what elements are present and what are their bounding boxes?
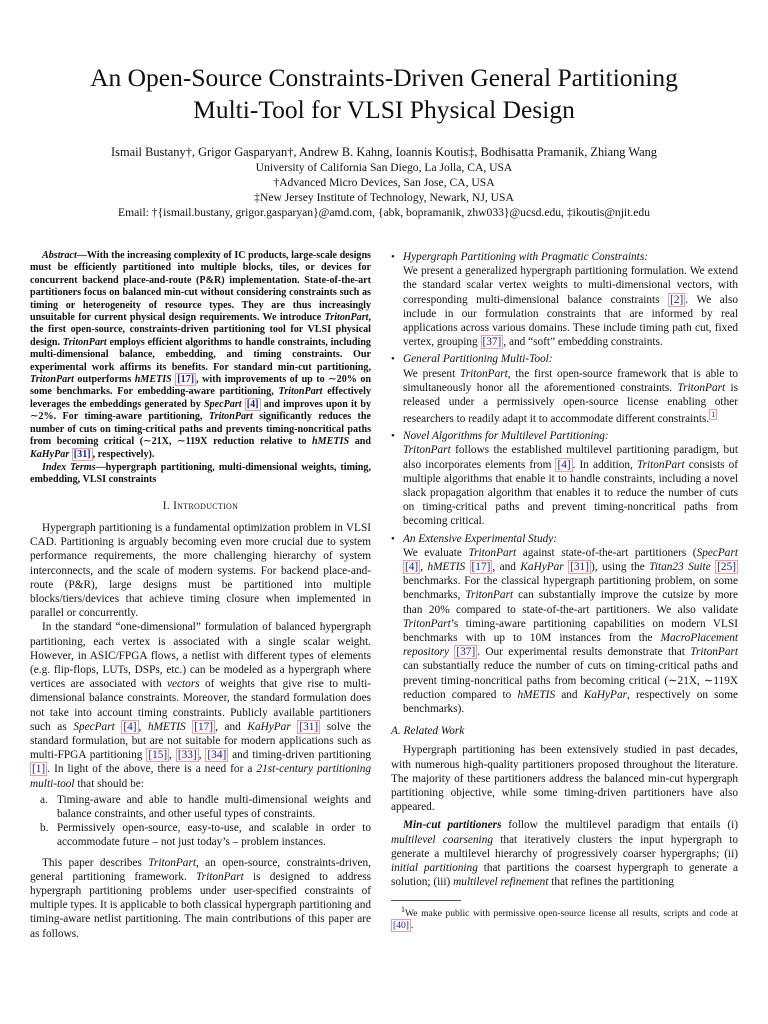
citation-link[interactable]: [31] bbox=[299, 720, 319, 733]
abstract-text: employs efficient algorithms to handle constraints, including multi-dimensional balance, embedding, and timing constraints. Our experimental work affirms its benefits. For standard min-cut partitioning, bbox=[30, 336, 371, 373]
citation-link[interactable]: [25] bbox=[717, 561, 736, 574]
section-heading-introduction: I. Introduction bbox=[162, 499, 239, 512]
related-paragraph-2 bbox=[391, 818, 738, 889]
body-text: of weights that give rise to multi-dimensional balance constraints. Moreover, the standard formulation does not take into account timing constraints. Publicly available partitioners such as bbox=[30, 678, 371, 733]
emphasis-text: initial partitioning bbox=[391, 862, 478, 875]
list-item-text: Timing-aware and able to handle multi-dimensional weights and balance constraints, and other useful types of constraints. bbox=[57, 793, 371, 820]
body-text: , bbox=[169, 749, 176, 762]
list-item bbox=[30, 793, 371, 821]
index-terms-text: —hypergraph partitioning, multi-dimensional weights, timing, embedding, VLSI constraints bbox=[30, 461, 371, 486]
abstract-text: effectively leverages the embeddings generated by bbox=[30, 386, 372, 410]
citation-link[interactable]: [40] bbox=[393, 919, 409, 931]
body-text: . In addition, bbox=[572, 458, 637, 471]
footnote bbox=[391, 904, 738, 932]
body-text: ), using the bbox=[590, 561, 650, 574]
tool-name: hMETIS bbox=[312, 436, 350, 448]
abstract-text: significantly reduces the number of cuts on timing-critical paths and prevents timing-noncritical paths from becoming critical (∼21X, ∼119X reduction relative to bbox=[30, 411, 371, 448]
body-text: is released under a permissively open-source license enabling other researchers to readily adapt it to accommodate different constraints. bbox=[403, 381, 738, 425]
citation-link[interactable]: [34] bbox=[207, 749, 227, 762]
body-text: and timing-driven partitioning bbox=[228, 749, 371, 762]
footnote-text: . bbox=[410, 919, 414, 931]
tool-name: TritonPart bbox=[62, 336, 107, 348]
list-item bbox=[30, 821, 371, 849]
list-marker: b. bbox=[40, 822, 49, 835]
body-text: , an open-source, constraints-driven, general partitioning framework. bbox=[30, 856, 371, 883]
footnote-link[interactable]: 1 bbox=[711, 410, 716, 420]
tool-name: SpecPart bbox=[73, 720, 115, 733]
tool-name: TritonPart bbox=[460, 367, 508, 380]
citation-link[interactable]: [33] bbox=[177, 749, 197, 762]
tool-name: TritonPart bbox=[208, 411, 253, 423]
emphasis-text: multilevel refinement bbox=[453, 876, 549, 889]
tool-name: TritonPart bbox=[403, 444, 451, 457]
citation-link[interactable]: [17] bbox=[194, 720, 214, 733]
contribution-heading: • An Extensive Experimental Study: bbox=[403, 532, 558, 545]
abstract-text: , with improvements of up to ∼20% on some benchmarks. For embedding-aware partitioning, bbox=[30, 374, 371, 398]
body-text: In the standard “one-dimensional” formulation of balanced hypergraph partitioning, each vertex is associated with a single scalar weight. However, in ASIC/FPGA flows, a netlist with different types of elements (e.g. flip-flops, LUTs, DSPs, etc.) can be modeled as a hypergraph where vertices are associated with bbox=[30, 621, 371, 691]
abstract-text: and bbox=[349, 436, 371, 448]
tool-name: TritonPart bbox=[465, 589, 514, 602]
citation-link[interactable]: [4] bbox=[405, 561, 419, 574]
citation-link[interactable]: [15] bbox=[148, 749, 168, 762]
tool-name: SpecPart bbox=[203, 398, 242, 410]
tool-name: TritonPart bbox=[636, 458, 685, 471]
list-marker: a. bbox=[40, 793, 48, 806]
tool-name: TritonPart bbox=[403, 617, 451, 630]
left-column bbox=[30, 250, 371, 941]
requirements-list bbox=[30, 793, 371, 850]
body-text: We present bbox=[403, 367, 461, 380]
body-text: that partitions the coarsest hypergraph to generate a solution; (iii) bbox=[391, 862, 739, 889]
body-text: , respectively on some benchmarks). bbox=[403, 688, 738, 716]
body-text: . Our experimental results demonstrate that bbox=[477, 646, 691, 659]
body-text: . We also include in our formulation constraints that are informed by real applications across various domains. These include timing path cut, fixed vertex, grouping bbox=[403, 293, 738, 349]
body-text: This paper describes bbox=[42, 856, 149, 869]
tool-name: KaHyPar bbox=[247, 720, 291, 733]
abstract-dash: — bbox=[76, 250, 87, 261]
benchmark-name: Titan23 Suite bbox=[649, 561, 711, 574]
abstract-label: Abstract bbox=[42, 250, 77, 261]
body-text: can substantially reduce the number of cuts on timing-critical paths and prevent timing-noncritical paths from becoming critical (∼21X, ∼119X reduction compared to bbox=[403, 660, 738, 701]
body-text: follows the established multilevel partitioning paradigm, but also incorporates elements from bbox=[403, 444, 738, 471]
citation-link[interactable]: [4] bbox=[123, 720, 137, 733]
body-text: follow the multilevel paradigm that entails (i) bbox=[501, 819, 738, 832]
emphasis-text: multilevel coarsening bbox=[391, 833, 493, 846]
body-text: is designed to address hypergraph partitioning problems under user-specified constraints of multiple types. It is applicable to both classical hypergraph partitioning and timing-aware netlist partitioning. The main contributions of this paper are as follows. bbox=[30, 870, 371, 940]
footnote-marker: 1 bbox=[401, 904, 405, 914]
body-text: benchmarks. For the classical hypergraph partitioning problem, on some benchmarks, bbox=[403, 575, 738, 602]
author-list: Ismail Bustany†, Grigor Gasparyan†, Andrew B. Kahng, Ioannis Koutis‡, Bodhisatta Pramanik, Zhiang Wang bbox=[111, 145, 657, 159]
affiliation-amd: †Advanced Micro Devices, San Jose, CA, USA bbox=[273, 176, 495, 189]
contribution-heading: • Novel Algorithms for Multilevel Partitioning: bbox=[403, 430, 609, 443]
body-text: can substantially improve the cutsize by more than 20% compared to state-of-the-art partitioners. We also validate bbox=[403, 589, 739, 616]
tool-name: hMETIS bbox=[134, 374, 172, 386]
body-text: that should be: bbox=[74, 777, 144, 790]
affiliation-njit: ‡New Jersey Institute of Technology, Newark, NJ, USA bbox=[254, 191, 514, 204]
body-text: that iteratively clusters the input hypergraph to generate a multilevel hierarchy of progressively coarser hypergraphs; (ii) bbox=[391, 833, 739, 860]
related-paragraph-1: Hypergraph partitioning has been extensively studied in past decades, with numerous high-quality partitioners proposed throughout the literature. The majority of these partitioners address the balanced min-cut hypergraph partitioning objective, while some timing-driven partitioners have also appeared. bbox=[391, 744, 738, 814]
abstract-text: and improves upon it by ∼2%. For timing-aware partitioning, bbox=[30, 398, 372, 423]
body-text: , and bbox=[492, 561, 521, 574]
subsection-heading-related-work: A. Related Work bbox=[391, 725, 465, 738]
tool-name: TritonPart bbox=[324, 312, 369, 324]
title-line-2: Multi-Tool for VLSI Physical Design bbox=[193, 95, 575, 124]
contribution-heading: • General Partitioning Multi-Tool: bbox=[403, 353, 553, 366]
title-line-1: An Open-Source Constraints-Driven General Partitioning bbox=[90, 63, 678, 92]
body-text: , the first open-source framework that is able to simultaneously honor all the aforementioned constraints. bbox=[403, 367, 738, 394]
intro-paragraph-1: Hypergraph partitioning is a fundamental optimization problem in VLSI CAD. Partitioning is arguably becoming even more crucial due to system performance requirements, the more challenging hierarchy of system interconnects, and the scale of modern systems. For backend place-and-route (P&R), large designs must be partitioned into multiple blocks/tiers/devices that achieve timing closure when implemented in parallel or concurrently. bbox=[30, 521, 371, 620]
affiliation-ucsd: University of California San Diego, La Jolla, CA, USA bbox=[255, 161, 513, 174]
tool-name: TritonPart bbox=[148, 856, 196, 869]
tool-name: TritonPart bbox=[30, 374, 74, 386]
abstract-text: , respectively). bbox=[92, 448, 155, 460]
tool-name: TritonPart bbox=[278, 386, 323, 398]
contribution-item bbox=[391, 352, 738, 426]
abstract-text: outperforms bbox=[73, 374, 135, 386]
emphasis-text: vectors bbox=[166, 678, 200, 691]
emphasis-text: 21st-century partitioning multi-tool bbox=[30, 763, 371, 790]
footnote-divider bbox=[391, 900, 461, 901]
body-text: solve the standard formulation, but are not suitable for modern applications such as multi-FPGA partitioning bbox=[30, 720, 372, 762]
citation-link[interactable]: [17] bbox=[177, 374, 195, 386]
intro-paragraph-2 bbox=[30, 620, 371, 790]
tool-name: hMETIS bbox=[427, 561, 466, 574]
tool-name: TritonPart bbox=[677, 381, 726, 394]
citation-link[interactable]: [31] bbox=[570, 561, 589, 574]
tool-name: KaHyPar bbox=[520, 561, 564, 574]
body-text: , bbox=[420, 561, 428, 574]
body-text: We evaluate bbox=[403, 546, 469, 559]
citation-link[interactable]: [37] bbox=[482, 336, 502, 349]
contribution-item bbox=[391, 532, 738, 717]
citation-link[interactable]: [4] bbox=[246, 398, 259, 410]
body-text: , bbox=[198, 749, 206, 762]
body-text: . In light of the above, there is a need for a bbox=[47, 763, 257, 776]
body-text: We present a generalized hypergraph partitioning formulation. We extend the standard scalar vertex weights to multi-dimensional vectors, with corresponding multi-dimensional balance constraints bbox=[403, 265, 738, 306]
tool-name: hMETIS bbox=[517, 688, 556, 701]
body-text: that refines the partitioning bbox=[548, 876, 674, 889]
index-terms-label: Index Terms bbox=[42, 461, 96, 473]
tool-name: hMETIS bbox=[147, 720, 186, 733]
right-column bbox=[391, 250, 738, 932]
citation-link[interactable]: [31] bbox=[73, 448, 91, 460]
intro-paragraph-3 bbox=[30, 856, 371, 941]
citation-link[interactable]: [37] bbox=[456, 646, 476, 659]
body-text: and bbox=[555, 688, 584, 701]
body-text: against state-of-the-art partitioners ( bbox=[516, 546, 697, 559]
author-emails: Email: †{ismail.bustany, grigor.gasparyan}@amd.com, {abk, bopramanik, zhw033}@ucsd.edu, ‡ikoutis@njit.edu bbox=[117, 206, 650, 219]
paragraph-lead: Min-cut partitioners bbox=[403, 819, 502, 832]
tool-name: KaHyPar bbox=[583, 688, 628, 701]
footnote-text: We make public with permissive open-source license all results, scripts and code at bbox=[405, 907, 738, 919]
citation-link[interactable]: [2] bbox=[670, 293, 684, 306]
contributions-list bbox=[391, 250, 738, 716]
body-text: , and “soft” embedding constraints. bbox=[503, 336, 663, 349]
abstract bbox=[30, 250, 371, 461]
contribution-item bbox=[391, 429, 738, 528]
body-text: ’s timing-aware partitioning capabilities on modern VLSI benchmarks with up to 10M instances from the bbox=[403, 617, 738, 645]
tool-name: TritonPart bbox=[690, 646, 739, 659]
tool-name: TritonPart bbox=[196, 870, 244, 883]
index-terms bbox=[30, 462, 371, 487]
list-item-text: Permissively open-source, easy-to-use, and scalable in order to accommodate future – not just today’s – problem instances. bbox=[57, 822, 371, 849]
body-text: , and bbox=[215, 720, 248, 733]
tool-name: TritonPart bbox=[468, 546, 517, 559]
citation-link[interactable]: [1] bbox=[32, 763, 46, 776]
citation-link[interactable]: [17] bbox=[471, 561, 491, 574]
contribution-item bbox=[391, 250, 738, 349]
body-text: consists of multiple algorithms that enable it to handle constraints, including a novel slack propagation algorithm that enables it to reduce the number of cuts on timing-critical paths and prevent timing-noncritical paths from becoming critical. bbox=[403, 458, 738, 528]
body-text: , bbox=[138, 720, 148, 733]
tool-name: KaHyPar bbox=[30, 448, 70, 460]
paper-title bbox=[40, 62, 728, 126]
contribution-heading: • Hypergraph Partitioning with Pragmatic Constraints: bbox=[403, 251, 648, 263]
tool-name: SpecPart bbox=[696, 546, 738, 559]
benchmark-name: MacroPlacement repository bbox=[403, 632, 738, 659]
abstract-text: With the increasing complexity of IC products, large-scale designs must be efficiently partitioned into multiple blocks, tiles, or devices for concurrent backend place-and-route (P&R) implementation. State-of-the-art partitioners focus on balanced min-cut without considering constraints such as timing or heterogeneity of resource types. They are thus increasingly unsuitable for current physical design requirements. We introduce bbox=[30, 250, 371, 324]
citation-link[interactable]: [4] bbox=[557, 458, 571, 471]
abstract-text: , the first open-source, constraints-driven partitioning tool for VLSI physical design. bbox=[30, 312, 371, 348]
